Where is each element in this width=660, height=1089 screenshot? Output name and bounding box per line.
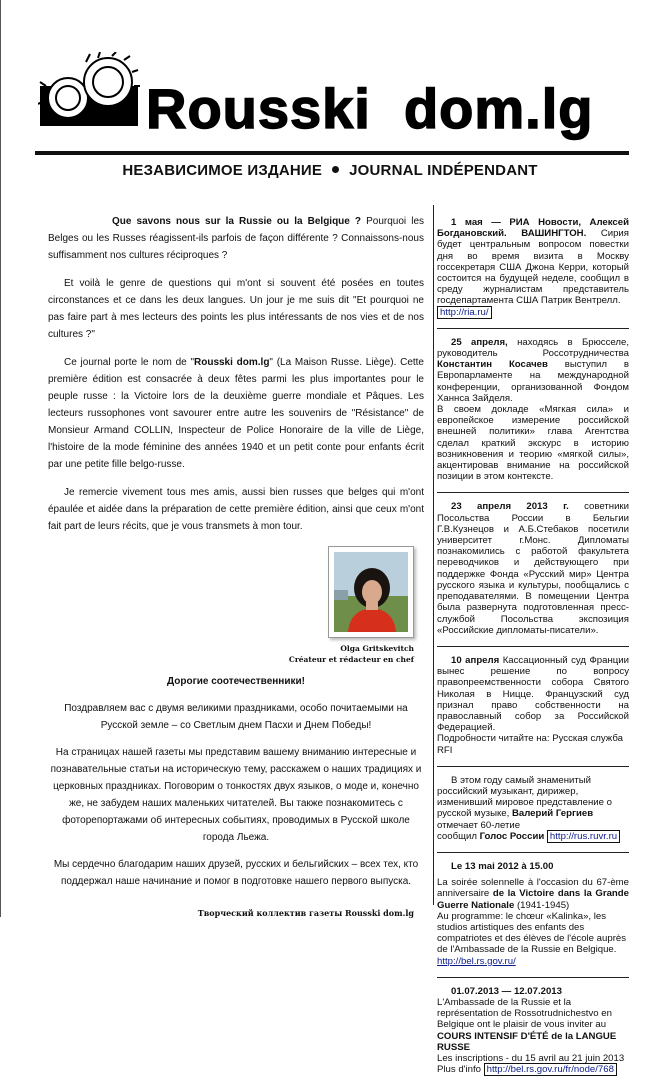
news-more-label: Plus d'info — [437, 1064, 484, 1076]
news-lead: 25 апреля, — [451, 336, 508, 348]
masthead-logo — [38, 52, 140, 130]
news-text: Сирия будет центральным вопросом повестки дня во время визита в Москву госсекретаря США Джона Керри, который состоится на будущей неделе, сообщил в среду журналистам представитель госдепартамента США Патрик Вентрелл. — [437, 228, 629, 307]
masthead-title: Rousski dom.lg — [146, 77, 594, 140]
editorial-ru-p1: Поздравляем вас с двумя великими праздниками, особо почитаемыми на Русской земле – со Светлым днем Пасхи и Днем Победы! — [64, 703, 408, 731]
masthead-subtitle — [0, 162, 660, 179]
news-item-3 — [437, 497, 629, 646]
news-column — [437, 213, 629, 1089]
subtitle-fr: JOURNAL INDÉPENDANT — [349, 162, 538, 179]
news-lead: 01.07.2013 — 12.07.2013 — [451, 985, 562, 997]
editorial-ru-p3: Мы сердечно благодарим наших друзей, русских и бельгийских – всех тех, кто поддержал наше начинание и помог в подготовке нашего первого выпуска. — [53, 859, 419, 887]
news-link[interactable]: http://ria.ru/ — [437, 306, 492, 319]
news-bold: Константин Косачев — [437, 359, 548, 371]
p3-text-a: Ce journal porte le nom de " — [64, 357, 194, 368]
editorial-fr-p3 — [48, 354, 424, 473]
lead-question: Que savons nous sur la Russie ou la Belgique ? — [112, 216, 362, 227]
author-role: Créateur et rédacteur en chef — [288, 655, 414, 664]
page-edge — [0, 0, 1, 917]
news-lead: 1 мая — РИА Новости, Алексей Богдановский. ВАШИНГТОН. — [437, 217, 629, 240]
signature: Творческий коллектив газеты Rousski dom.lg — [197, 908, 414, 918]
news-bold: de la Victoire dans la Grande Guerre Nationale — [437, 888, 629, 911]
p3-text-b: " (La Maison Russe. Liège). Cette première édition est consacrée à deux fêtes parmi les plus importantes pour le peuple russe : la Victoire lors de la deuxième guerre mondiale et Pâques. Les lecteurs russophones vont savourer entre autre les souvenirs de "Résistance" de Monsieur Armand COLLIN, Inspecteur de Police Honoraire de la ville de Liège, l'histoire de la mode féminine des années 1940 et un petit conte pour enfants écrit par une petite fille belgo-russe. — [48, 357, 424, 470]
news-text: Au programme: le chœur «Kalinka», les studios artistiques des enfants des compatriotes et des élèves de l'école auprès de l'Ambassade de la Russie en Belgique. — [437, 910, 627, 956]
author-name: Olga Gritskevitch — [340, 644, 414, 653]
news-item-5 — [437, 771, 629, 853]
news-item-2 — [437, 333, 629, 494]
column-divider — [433, 205, 434, 905]
news-text: В своем докладе «Мягкая сила» и европейское измерение российской внешней политики» глава Агентства сделал краткий экскурс в историю возникновения и теорию «мягкой силы», акцентировав внимание на российской позиции в этом контексте. — [437, 404, 629, 483]
news-text: Кассационный суд Франции вынес решение по вопросу правопреемственности собора Святого Николая в Ницце. Французский суд признал право собственности на православный собор за Российской Федерацией. — [437, 654, 629, 734]
news-link[interactable]: http://rus.ruvr.ru — [547, 830, 620, 843]
subtitle-ru: НЕЗАВИСИМОЕ ИЗДАНИЕ — [122, 162, 323, 179]
news-text: выступил в Европарламенте на международной конференции, организованной Фондом Ханнса Зайделя. — [437, 359, 629, 404]
news-link[interactable]: http://bel.rs.gov.ru/fr/node/768 — [484, 1063, 617, 1076]
news-item-4 — [437, 651, 629, 767]
news-text: (1941-1945) — [514, 899, 570, 911]
author-photo — [328, 546, 414, 638]
p4-text: Je remercie vivement tous mes amis, aussi bien russes que belges qui m'ont épaulée et aidée dans la préparation de cette première édition, ainsi que ceux m'ont fait part de leurs récits, que je vous transmets à mon tour. — [48, 487, 424, 532]
news-text: La soirée solennelle à l'occasion du 67-ème anniversaire — [437, 877, 629, 900]
author-block — [48, 546, 424, 665]
editorial-fr-p1 — [48, 213, 424, 264]
news-link[interactable]: http://bel.rs.gov.ru/ — [437, 955, 516, 967]
news-bold: COURS INTENSIF D'ÉTÉ de la LANGUE RUSSE — [437, 1030, 617, 1053]
bullet-icon — [332, 166, 339, 173]
journal-name: Rousski dom.lg — [194, 357, 270, 368]
p1-text: Pourquoi les Belges ou les Russes réagissent-ils parfois de façon différente ? Connaissons-nous suffisamment nos cultures réciproques ? — [48, 216, 425, 261]
news-lead: Le 13 mai 2012 à 15.00 — [451, 860, 554, 872]
news-text: В этом году самый знаменитый российский музыкант, дирижер, изменивший мировое представление о русской музыке, — [437, 774, 612, 820]
photo-caption — [289, 643, 414, 665]
news-text: L'Ambassade de la Russie et la représentation de Rossotrudnichestvo en Belgique ont le plaisir de vous inviter au — [437, 996, 612, 1031]
p2-text: Et voilà le genre de questions qui m'ont si souvent été posées en toutes circonstances et ce dans les deux langues. Un jour je me suis dit "Et pourquoi ne pas faire part à mes lecteurs des points les plus intéressants de nos vies et de nos cultures ?" — [48, 278, 424, 340]
news-text: отмечает 60-летие — [437, 819, 521, 831]
news-text: советники Посольства России в Бельгии Г.В.Кузнецов и А.Б.Стебаков посетили университет г.Монс. Дипломаты познакомились с работой факультета переводчиков и действующего при поддержке Фонда «Русский мир» Центра русского языка и культуры, пообщались с преподавателями. В помещении Центра была развернута подготовленная пресс-службой Посольства экспозиция «Российские дипломаты-писатели». — [437, 501, 629, 636]
masthead-rule — [35, 151, 629, 155]
editorial-fr-p2 — [48, 275, 424, 343]
news-item-7 — [437, 982, 629, 1086]
news-lead: 10 апреля — [451, 654, 500, 666]
main-column — [48, 213, 424, 919]
news-dates: Les inscriptions - du 15 avril au 21 juin 2013 — [437, 1053, 625, 1064]
news-text: находясь в Брюсселе, руководитель Россотрудничества — [437, 336, 629, 360]
news-bold: Валерий Гергиев — [511, 808, 594, 820]
news-source-name: Голос России — [479, 830, 545, 842]
editorial-ru-p2: На страницах нашей газеты мы представим вашему вниманию интересные и познавательные статьи на историческую тему, расскажем о наших традициях и церковных праздниках. Поговорим о тонкостях двух языков, о моде и, конечно же, не забудем наших маленьких читателей. Вы также познакомитесь с фоторепортажами об интересных событиях, проводимых в Русской школе города Льежа. — [50, 747, 422, 843]
news-more: Подробности читайте на: Русская служба RFI — [437, 733, 623, 756]
news-lead: 23 апреля 2013 г. — [451, 501, 569, 513]
news-source: сообщил — [437, 830, 480, 842]
editorial-fr-p4 — [48, 484, 424, 535]
greeting: Дорогие соотечественники! — [167, 676, 305, 687]
news-item-6 — [437, 857, 629, 978]
news-item-1 — [437, 213, 629, 329]
